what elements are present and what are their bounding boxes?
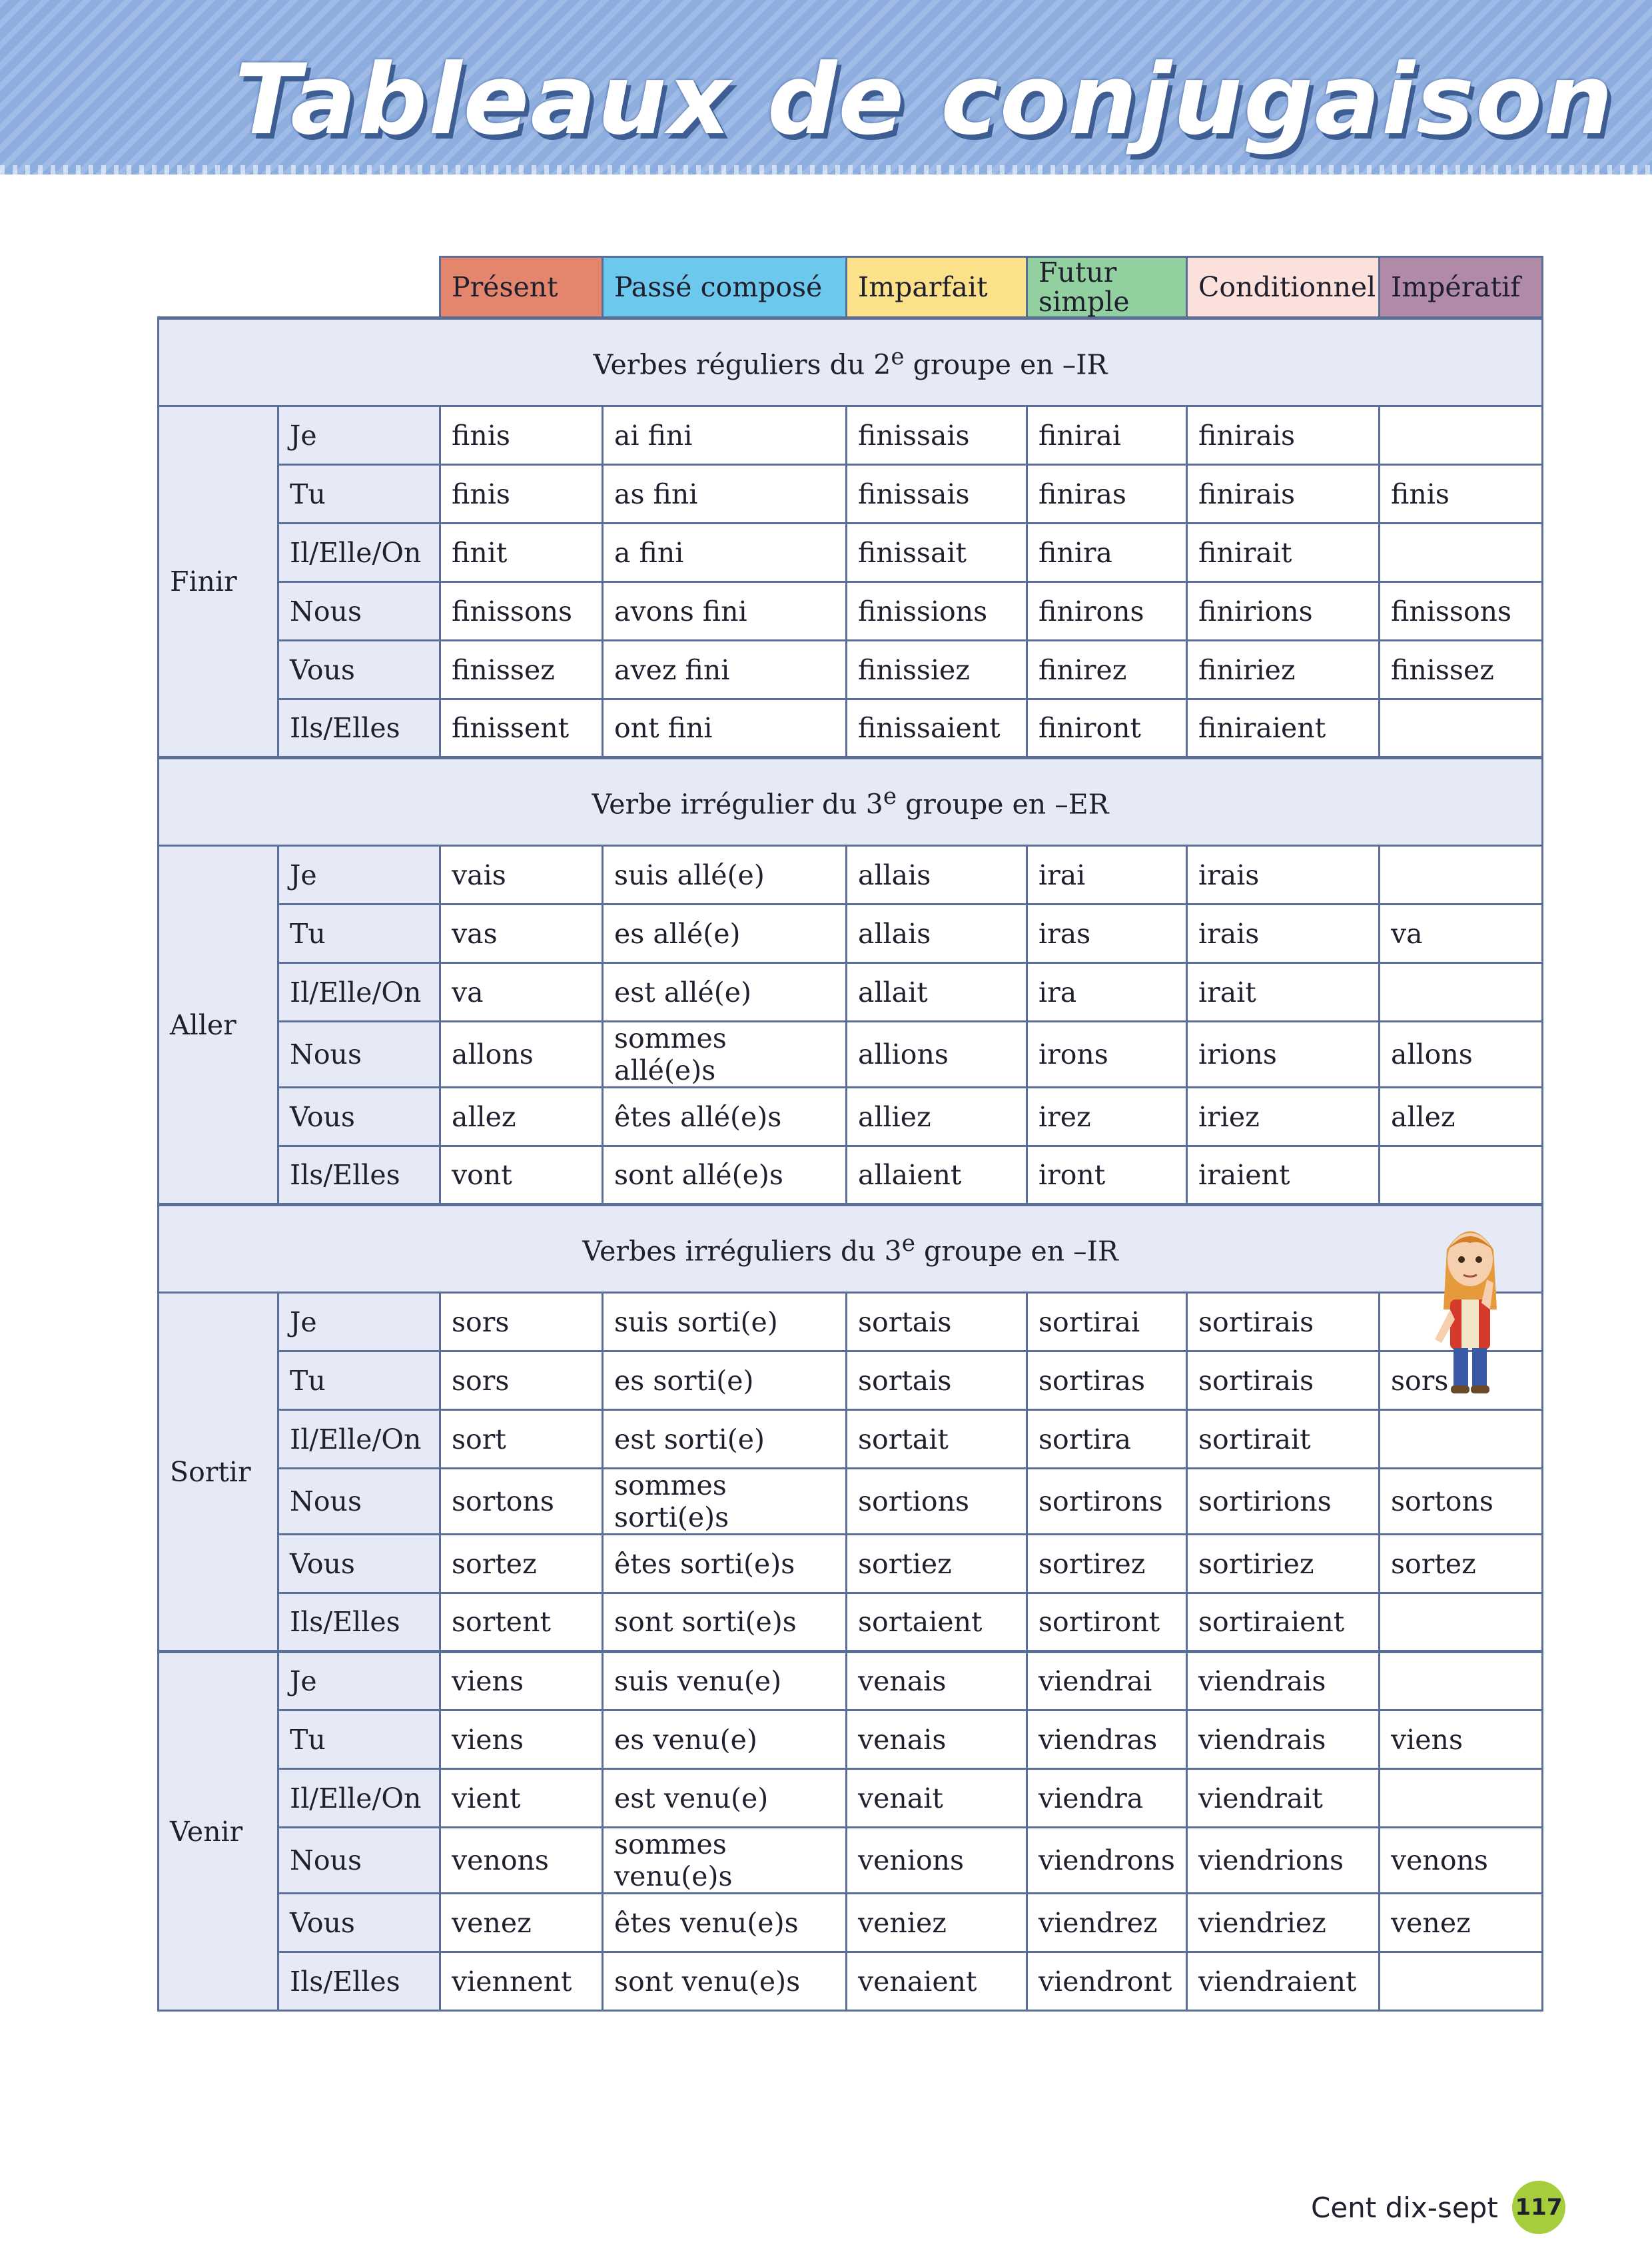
cell-imparfait: venaient bbox=[847, 1952, 1027, 2011]
cell-present: sortons bbox=[440, 1469, 603, 1535]
cell-passe: êtes sorti(e)s bbox=[603, 1535, 847, 1593]
pronoun-cell: Je bbox=[278, 1652, 440, 1710]
pronoun-cell: Ils/Elles bbox=[278, 699, 440, 758]
cell-imparfait: finissaient bbox=[847, 699, 1027, 758]
group-title-pre: Verbe irrégulier du 3 bbox=[592, 788, 883, 821]
cell-futur: finiront bbox=[1027, 699, 1187, 758]
cell-imparfait: allais bbox=[847, 846, 1027, 905]
cell-futur: irez bbox=[1027, 1088, 1187, 1146]
cell-passe: suis venu(e) bbox=[603, 1652, 847, 1710]
verb-row-aller bbox=[159, 1146, 1543, 1205]
cell-futur: sortiras bbox=[1027, 1351, 1187, 1410]
cell-present: finit bbox=[440, 524, 603, 582]
cell-conditionnel: irait bbox=[1187, 963, 1380, 1022]
cell-imperatif bbox=[1380, 406, 1543, 465]
pronoun-cell: Tu bbox=[278, 465, 440, 524]
cell-conditionnel: sortirais bbox=[1187, 1293, 1380, 1351]
pronoun-cell: Je bbox=[278, 1293, 440, 1351]
cell-imperatif bbox=[1380, 699, 1543, 758]
cell-futur: sortirons bbox=[1027, 1469, 1187, 1535]
cell-conditionnel: sortirait bbox=[1187, 1410, 1380, 1469]
cell-passe: as fini bbox=[603, 465, 847, 524]
group-title-pre: Verbes réguliers du 2 bbox=[593, 348, 891, 381]
page-title: Tableaux de conjugaison bbox=[234, 43, 1615, 157]
cell-conditionnel: irais bbox=[1187, 846, 1380, 905]
verb-row-venir bbox=[159, 1769, 1543, 1828]
cell-present: allez bbox=[440, 1088, 603, 1146]
verb-row-finir bbox=[159, 582, 1543, 641]
pronoun-cell: Il/Elle/On bbox=[278, 963, 440, 1022]
cell-imperatif: allez bbox=[1380, 1088, 1543, 1146]
cell-futur: finira bbox=[1027, 524, 1187, 582]
pronoun-cell: Tu bbox=[278, 1710, 440, 1769]
cell-imparfait: allais bbox=[847, 905, 1027, 963]
cell-imperatif bbox=[1380, 1146, 1543, 1205]
verb-row-sortir bbox=[159, 1535, 1543, 1593]
cell-passe: ont fini bbox=[603, 699, 847, 758]
cell-passe: êtes venu(e)s bbox=[603, 1894, 847, 1952]
cell-imperatif: finis bbox=[1380, 465, 1543, 524]
pronoun-cell: Nous bbox=[278, 582, 440, 641]
cell-present: sors bbox=[440, 1351, 603, 1410]
cell-conditionnel: sortirais bbox=[1187, 1351, 1380, 1410]
verb-name-finir: Finir bbox=[159, 406, 278, 758]
cell-conditionnel: finirions bbox=[1187, 582, 1380, 641]
pronoun-cell: Tu bbox=[278, 1351, 440, 1410]
header-futur-simple bbox=[1027, 257, 1187, 318]
cell-imperatif: viens bbox=[1380, 1710, 1543, 1769]
verb-row-aller bbox=[159, 963, 1543, 1022]
cell-passe: sont sorti(e)s bbox=[603, 1593, 847, 1652]
cell-passe: est venu(e) bbox=[603, 1769, 847, 1828]
footer-page-words: Cent dix-sept bbox=[1311, 2191, 1498, 2224]
cell-conditionnel: sortiraient bbox=[1187, 1593, 1380, 1652]
group-header-cell bbox=[159, 318, 1543, 406]
cell-imparfait: finissions bbox=[847, 582, 1027, 641]
cell-futur: sortirai bbox=[1027, 1293, 1187, 1351]
tense-header-row bbox=[159, 257, 1543, 318]
verb-row-aller bbox=[159, 846, 1543, 905]
cell-imparfait: venais bbox=[847, 1652, 1027, 1710]
conjugation-body bbox=[159, 318, 1543, 2011]
verb-row-aller bbox=[159, 905, 1543, 963]
header-futur-line1: Futur bbox=[1038, 256, 1117, 288]
pronoun-cell: Je bbox=[278, 846, 440, 905]
cell-present: finissez bbox=[440, 641, 603, 699]
page-number-badge: 117 bbox=[1512, 2181, 1565, 2234]
cell-present: finis bbox=[440, 465, 603, 524]
cell-passe: sommes venu(e)s bbox=[603, 1828, 847, 1894]
cell-present: sortent bbox=[440, 1593, 603, 1652]
group-header-row bbox=[159, 318, 1543, 406]
cell-passe: sont allé(e)s bbox=[603, 1146, 847, 1205]
cell-passe: suis allé(e) bbox=[603, 846, 847, 905]
group-title-post: groupe en –ER bbox=[897, 788, 1109, 821]
cell-passe: est sorti(e) bbox=[603, 1410, 847, 1469]
cell-imperatif bbox=[1380, 1769, 1543, 1828]
cell-futur: irons bbox=[1027, 1022, 1187, 1088]
group-title-sup: e bbox=[901, 1230, 915, 1258]
cell-conditionnel: finirais bbox=[1187, 406, 1380, 465]
cell-imparfait: finissiez bbox=[847, 641, 1027, 699]
cell-passe: es allé(e) bbox=[603, 905, 847, 963]
cell-passe: est allé(e) bbox=[603, 963, 847, 1022]
cell-present: venons bbox=[440, 1828, 603, 1894]
verb-row-sortir bbox=[159, 1410, 1543, 1469]
cell-present: finis bbox=[440, 406, 603, 465]
cell-imparfait: veniez bbox=[847, 1894, 1027, 1952]
header-imparfait: Imparfait bbox=[847, 257, 1027, 318]
cell-passe: êtes allé(e)s bbox=[603, 1088, 847, 1146]
header-futur-line2: simple bbox=[1038, 286, 1130, 318]
cell-imparfait: sortais bbox=[847, 1351, 1027, 1410]
pronoun-cell: Nous bbox=[278, 1828, 440, 1894]
header-blank bbox=[159, 257, 440, 318]
cell-present: vas bbox=[440, 905, 603, 963]
cell-conditionnel: viendraient bbox=[1187, 1952, 1380, 2011]
verb-row-venir bbox=[159, 1894, 1543, 1952]
group-title-sup: e bbox=[883, 783, 897, 811]
cell-imperatif: sortez bbox=[1380, 1535, 1543, 1593]
verb-row-aller bbox=[159, 1088, 1543, 1146]
verb-row-venir bbox=[159, 1828, 1543, 1894]
cell-conditionnel: iraient bbox=[1187, 1146, 1380, 1205]
cell-imperatif: sortons bbox=[1380, 1469, 1543, 1535]
cell-futur: iront bbox=[1027, 1146, 1187, 1205]
pronoun-cell: Ils/Elles bbox=[278, 1593, 440, 1652]
cell-imparfait: finissais bbox=[847, 465, 1027, 524]
cell-futur: viendras bbox=[1027, 1710, 1187, 1769]
pronoun-cell: Je bbox=[278, 406, 440, 465]
cell-imparfait: allions bbox=[847, 1022, 1027, 1088]
verb-row-aller bbox=[159, 1022, 1543, 1088]
cell-imparfait: sortais bbox=[847, 1293, 1027, 1351]
cell-futur: finirez bbox=[1027, 641, 1187, 699]
cell-passe: avons fini bbox=[603, 582, 847, 641]
cell-conditionnel: finirais bbox=[1187, 465, 1380, 524]
verb-row-venir bbox=[159, 1652, 1543, 1710]
cell-imperatif bbox=[1380, 963, 1543, 1022]
cell-passe: es venu(e) bbox=[603, 1710, 847, 1769]
cell-imperatif bbox=[1380, 846, 1543, 905]
verb-name-aller: Aller bbox=[159, 846, 278, 1205]
cell-passe: es sorti(e) bbox=[603, 1351, 847, 1410]
group-header-cell bbox=[159, 758, 1543, 846]
verb-row-venir bbox=[159, 1952, 1543, 2011]
verb-name-sortir: Sortir bbox=[159, 1293, 278, 1652]
cell-futur: viendrai bbox=[1027, 1652, 1187, 1710]
cell-conditionnel: viendrais bbox=[1187, 1652, 1380, 1710]
cell-imperatif: finissez bbox=[1380, 641, 1543, 699]
cell-present: viennent bbox=[440, 1952, 603, 2011]
cell-present: vient bbox=[440, 1769, 603, 1828]
group-title-post: groupe en –IR bbox=[915, 1235, 1118, 1268]
pronoun-cell: Nous bbox=[278, 1469, 440, 1535]
cell-conditionnel: viendrais bbox=[1187, 1710, 1380, 1769]
header-imperatif: Impératif bbox=[1380, 257, 1543, 318]
cell-imperatif: sors bbox=[1380, 1351, 1543, 1410]
group-title-pre: Verbes irréguliers du 3 bbox=[582, 1235, 902, 1268]
cell-futur: ira bbox=[1027, 963, 1187, 1022]
cell-passe: suis sorti(e) bbox=[603, 1293, 847, 1351]
header-passe-compose: Passé composé bbox=[603, 257, 847, 318]
header-present: Présent bbox=[440, 257, 603, 318]
cell-present: allons bbox=[440, 1022, 603, 1088]
cell-futur: viendra bbox=[1027, 1769, 1187, 1828]
cell-present: finissent bbox=[440, 699, 603, 758]
verb-row-sortir bbox=[159, 1593, 1543, 1652]
cell-imperatif: venons bbox=[1380, 1828, 1543, 1894]
cell-imperatif bbox=[1380, 1652, 1543, 1710]
cell-imparfait: finissais bbox=[847, 406, 1027, 465]
pronoun-cell: Il/Elle/On bbox=[278, 1769, 440, 1828]
conjugation-table bbox=[157, 256, 1543, 2012]
cell-present: vais bbox=[440, 846, 603, 905]
group-header-row bbox=[159, 758, 1543, 846]
verb-name-venir: Venir bbox=[159, 1652, 278, 2011]
pronoun-cell: Tu bbox=[278, 905, 440, 963]
pronoun-cell: Vous bbox=[278, 641, 440, 699]
cell-imparfait: finissait bbox=[847, 524, 1027, 582]
cell-present: viens bbox=[440, 1652, 603, 1710]
cell-present: venez bbox=[440, 1894, 603, 1952]
group-title-sup: e bbox=[891, 344, 905, 371]
cell-imperatif: va bbox=[1380, 905, 1543, 963]
cell-conditionnel: irais bbox=[1187, 905, 1380, 963]
cell-futur: sortirez bbox=[1027, 1535, 1187, 1593]
cell-conditionnel: viendrions bbox=[1187, 1828, 1380, 1894]
cell-imperatif: allons bbox=[1380, 1022, 1543, 1088]
cell-futur: iras bbox=[1027, 905, 1187, 963]
verb-row-venir bbox=[159, 1710, 1543, 1769]
girl-mascot-illustration bbox=[1420, 1210, 1520, 1396]
cell-imparfait: venions bbox=[847, 1828, 1027, 1894]
cell-conditionnel: iriez bbox=[1187, 1088, 1380, 1146]
cell-present: sort bbox=[440, 1410, 603, 1469]
cell-conditionnel: viendrait bbox=[1187, 1769, 1380, 1828]
group-header-row bbox=[159, 1205, 1543, 1293]
verb-row-finir bbox=[159, 406, 1543, 465]
cell-imparfait: sortait bbox=[847, 1410, 1027, 1469]
cell-conditionnel: sortiriez bbox=[1187, 1535, 1380, 1593]
cell-conditionnel: sortirions bbox=[1187, 1469, 1380, 1535]
pronoun-cell: Il/Elle/On bbox=[278, 1410, 440, 1469]
cell-conditionnel: finiriez bbox=[1187, 641, 1380, 699]
group-title-post: groupe en –IR bbox=[904, 348, 1108, 381]
pronoun-cell: Ils/Elles bbox=[278, 1146, 440, 1205]
cell-imparfait: sortiez bbox=[847, 1535, 1027, 1593]
cell-present: finissons bbox=[440, 582, 603, 641]
cell-passe: ai fini bbox=[603, 406, 847, 465]
cell-imparfait: venait bbox=[847, 1769, 1027, 1828]
cell-futur: sortira bbox=[1027, 1410, 1187, 1469]
cell-imperatif bbox=[1380, 524, 1543, 582]
pronoun-cell: Ils/Elles bbox=[278, 1952, 440, 2011]
verb-row-finir bbox=[159, 465, 1543, 524]
verb-row-sortir bbox=[159, 1351, 1543, 1410]
cell-futur: finirons bbox=[1027, 582, 1187, 641]
cell-futur: finirai bbox=[1027, 406, 1187, 465]
cell-futur: viendront bbox=[1027, 1952, 1187, 2011]
cell-futur: irai bbox=[1027, 846, 1187, 905]
cell-passe: sommes sorti(e)s bbox=[603, 1469, 847, 1535]
cell-imperatif bbox=[1380, 1593, 1543, 1652]
cell-present: sortez bbox=[440, 1535, 603, 1593]
group-header-cell bbox=[159, 1205, 1543, 1293]
verb-row-sortir bbox=[159, 1293, 1543, 1351]
cell-imparfait: venais bbox=[847, 1710, 1027, 1769]
cell-imperatif: venez bbox=[1380, 1894, 1543, 1952]
verb-row-finir bbox=[159, 699, 1543, 758]
banner-torn-edge bbox=[0, 165, 1652, 175]
cell-conditionnel: finiraient bbox=[1187, 699, 1380, 758]
cell-conditionnel: finirait bbox=[1187, 524, 1380, 582]
verb-row-finir bbox=[159, 524, 1543, 582]
cell-present: vont bbox=[440, 1146, 603, 1205]
cell-imperatif: finissons bbox=[1380, 582, 1543, 641]
cell-passe: sont venu(e)s bbox=[603, 1952, 847, 2011]
verb-row-sortir bbox=[159, 1469, 1543, 1535]
verb-row-finir bbox=[159, 641, 1543, 699]
pronoun-cell: Il/Elle/On bbox=[278, 524, 440, 582]
cell-passe: a fini bbox=[603, 524, 847, 582]
cell-present: va bbox=[440, 963, 603, 1022]
cell-imparfait: allaient bbox=[847, 1146, 1027, 1205]
cell-imperatif bbox=[1380, 1410, 1543, 1469]
cell-present: viens bbox=[440, 1710, 603, 1769]
cell-imparfait: alliez bbox=[847, 1088, 1027, 1146]
cell-passe: avez fini bbox=[603, 641, 847, 699]
cell-passe: sommes allé(e)s bbox=[603, 1022, 847, 1088]
cell-futur: viendrez bbox=[1027, 1894, 1187, 1952]
cell-imparfait: allait bbox=[847, 963, 1027, 1022]
pronoun-cell: Vous bbox=[278, 1535, 440, 1593]
cell-conditionnel: irions bbox=[1187, 1022, 1380, 1088]
pronoun-cell: Nous bbox=[278, 1022, 440, 1088]
pronoun-cell: Vous bbox=[278, 1894, 440, 1952]
cell-present: sors bbox=[440, 1293, 603, 1351]
cell-conditionnel: viendriez bbox=[1187, 1894, 1380, 1952]
cell-imparfait: sortaient bbox=[847, 1593, 1027, 1652]
cell-futur: viendrons bbox=[1027, 1828, 1187, 1894]
pronoun-cell: Vous bbox=[278, 1088, 440, 1146]
cell-futur: finiras bbox=[1027, 465, 1187, 524]
header-conditionnel: Conditionnel bbox=[1187, 257, 1380, 318]
cell-futur: sortiront bbox=[1027, 1593, 1187, 1652]
cell-imparfait: sortions bbox=[847, 1469, 1027, 1535]
cell-imperatif bbox=[1380, 1952, 1543, 2011]
